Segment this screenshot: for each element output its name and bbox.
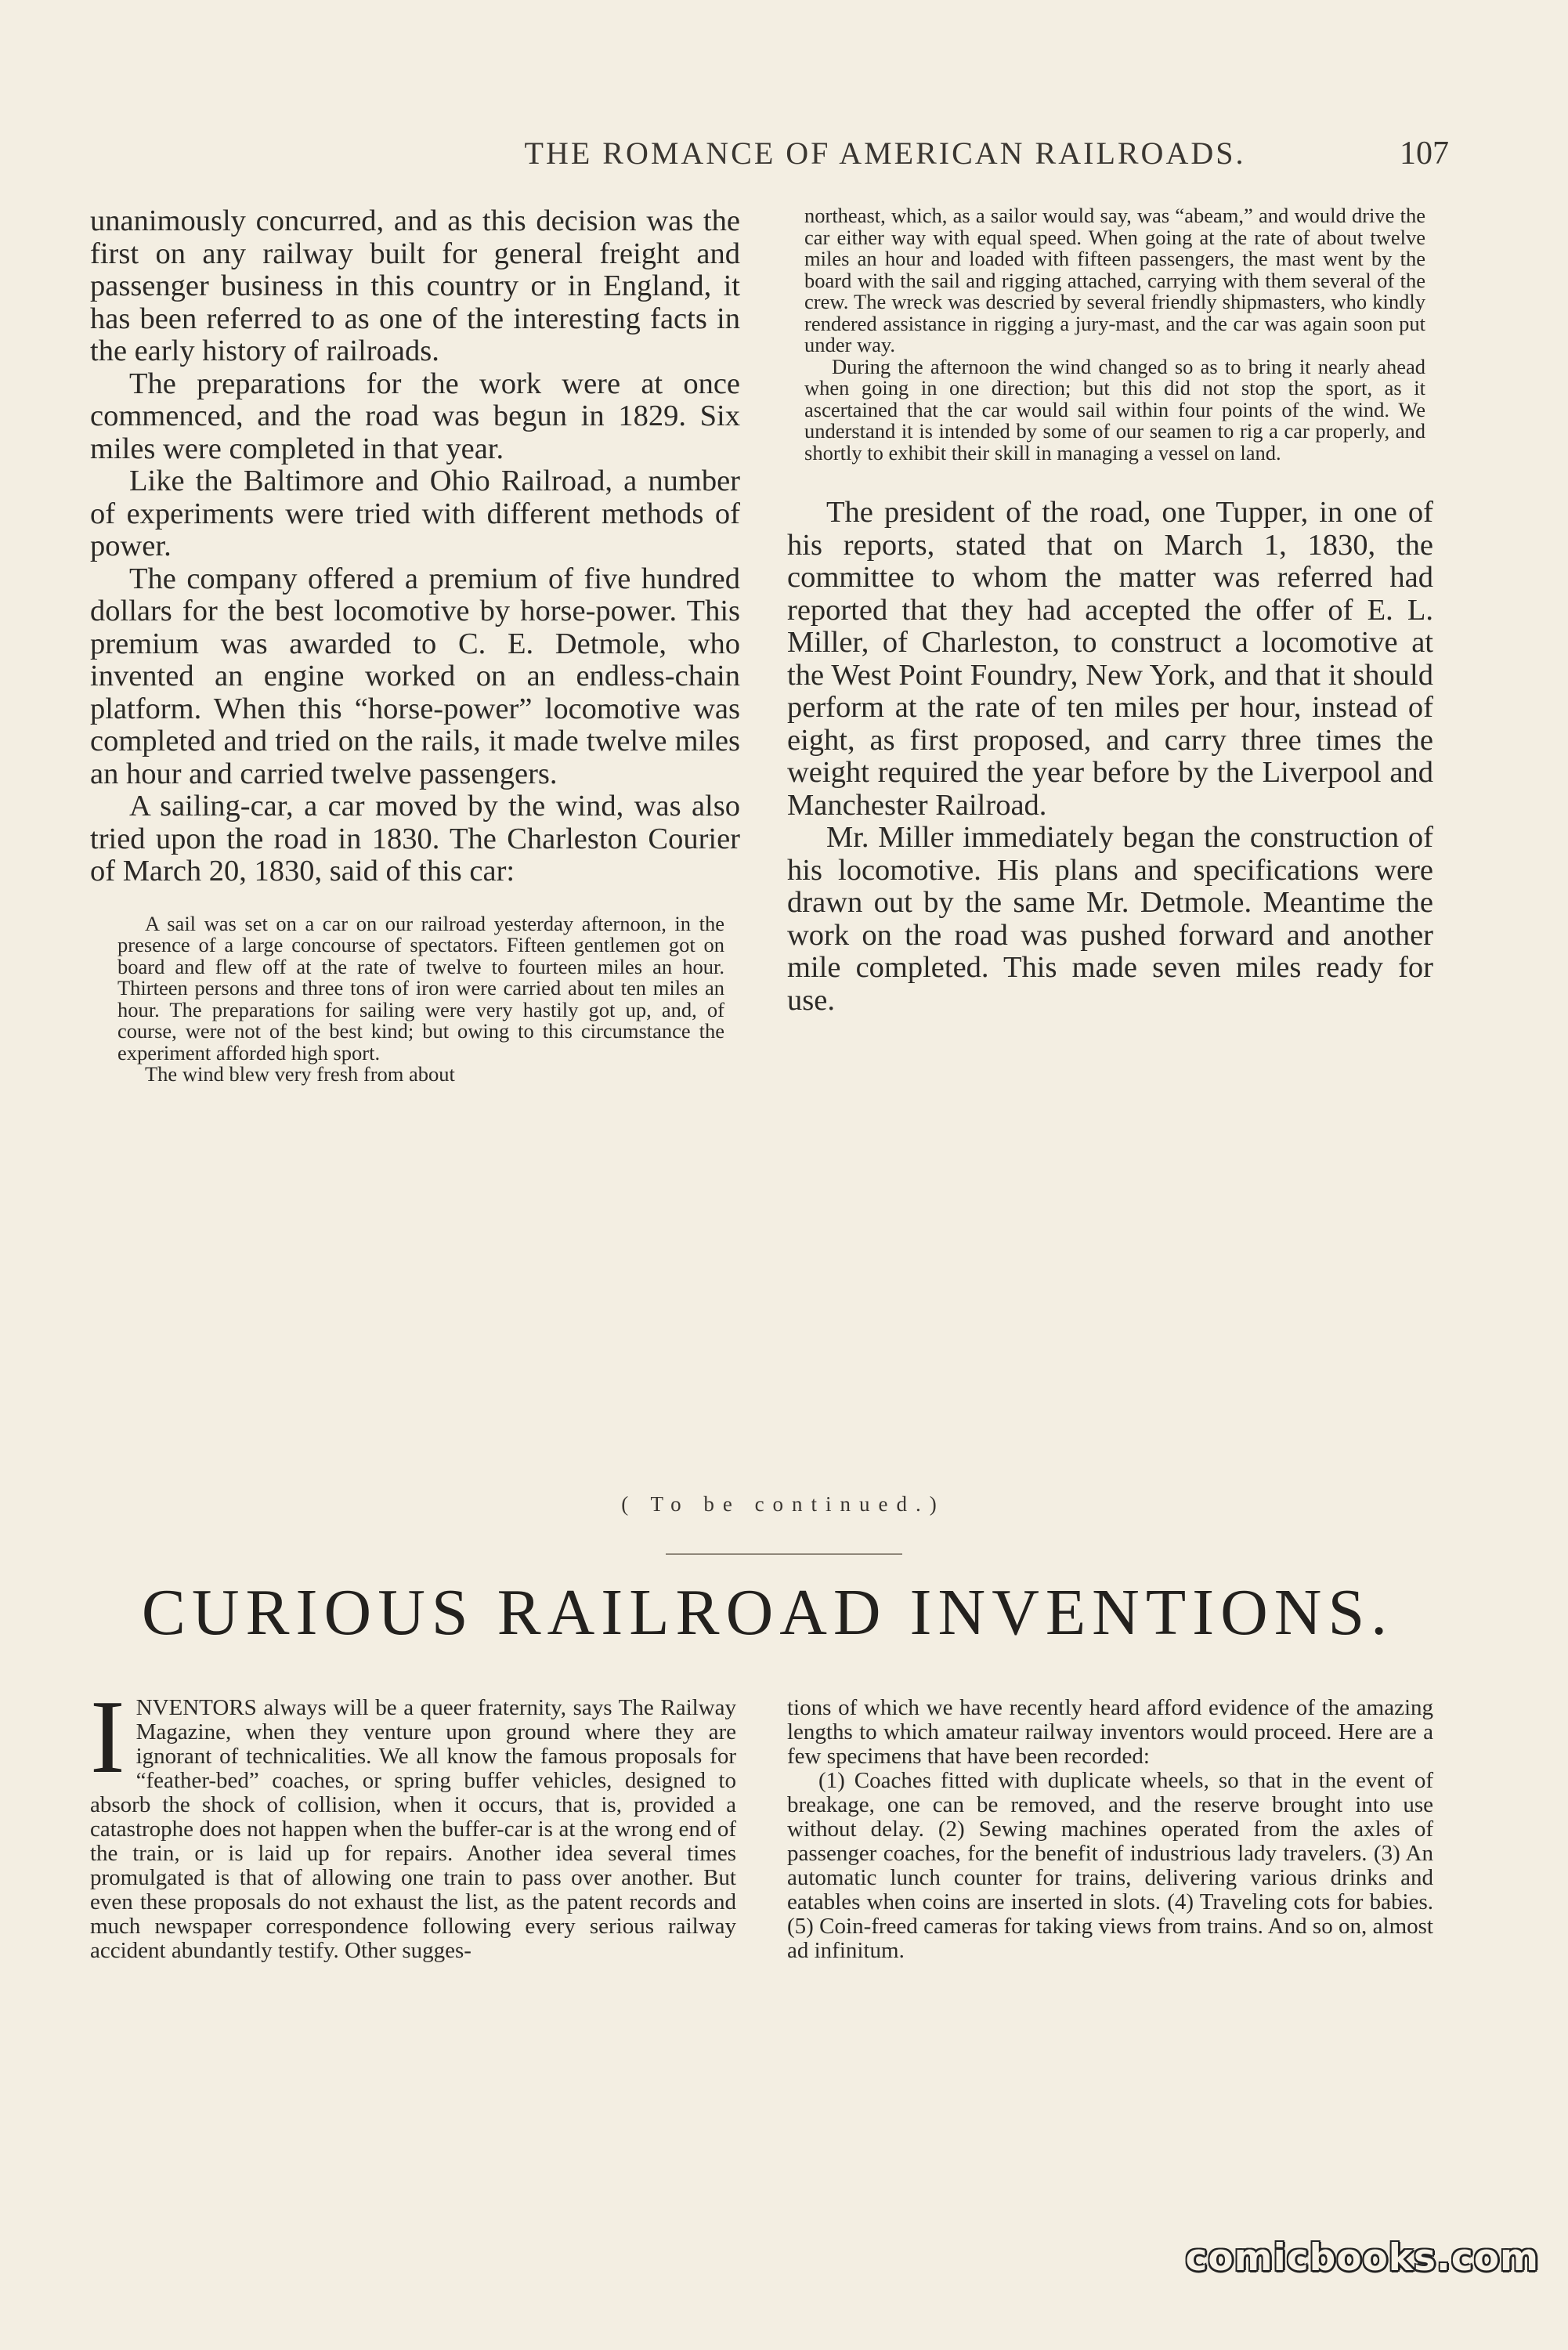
paragraph: (1) Coaches fitted with duplicate wheels, so that in the event of breakage, one can be removed, and the reserve brought into use without delay. (2) Sewing machines operated from the axles of passenger coaches, for the benefit of industrious lady travelers. (3) An automatic lunch counter for trains, delivering various drinks and eatables when coins are inserted in slots. (4) Traveling cots for babies. (5) Coin-freed cameras for taking views from trains. And so on, almost ad infinitum. [787, 1768, 1433, 1963]
right-column-top [787, 205, 1433, 1017]
quote-paragraph: The wind blew very fresh from about [145, 1062, 455, 1086]
running-title: THE ROMANCE OF AMERICAN RAILROADS. [524, 136, 1246, 171]
right-column-bottom [787, 1696, 1433, 1963]
quote-paragraph: During the afternoon the wind changed so as to bring it nearly ahead when going in one direction; but this did not stop the sport, as it ascertained that the car would sail within four points of the wind. We understand it is intended by some of our seamen to rig a car properly, and shortly to exhibit their skill in managing a vessel on land. [804, 354, 1425, 465]
page-number: 107 [1400, 136, 1449, 172]
paragraph-text: NVENTORS always will be a queer fraternity, says The Railway Magazine, when they venture upon ground where they are ignorant of technicalities. We all know the famous proposals for “feather-bed” coaches, or spring buffer vehicles, designed to absorb the shock of collision, when it occurs, that is, provided a catastrophe does not happen when the buffer-car is at the wrong end of the train, or is laid up for repairs. Another idea several times promulgated is that of allowing one train to pass over another. But even these proposals do not exhaust the list, as the patent records and much newspaper correspondence following every serious railway accident abundantly testify. Other sugges- [90, 1695, 736, 1963]
newspaper-quote [90, 913, 740, 1086]
paragraph: tions of which we have recently heard afford evidence of the amazing lengths to which amateur railway inventors would proceed. Here are a few specimens that have been recorded: [787, 1695, 1433, 1769]
section-divider [666, 1553, 902, 1555]
paragraph: unanimously concurred, and as this decision was the first on any railway built for general freight and passenger business in this country or in England, it has been referred to as one of the interesting facts in the early history of railroads. [90, 204, 740, 367]
paragraph: The company offered a premium of five hundred dollars for the best locomotive by horse-power. This premium was awarded to C. E. Detmole, who invented an engine worked on an endless-chain platform. When this “horse-power” locomotive was completed and tried on the rails, it made twelve miles an hour and carried twelve passengers. [90, 562, 740, 790]
left-column-top [90, 205, 740, 1086]
paragraph: The preparations for the work were at once commenced, and the road was begun in 1829. Six miles were completed in that year. [90, 367, 740, 465]
paragraph: Mr. Miller immediately began the construction of his locomotive. His plans and specifications were drawn out by the same Mr. Detmole. Meantime the work on the road was pushed forward and another mile completed. This made seven miles ready for use. [787, 821, 1433, 1017]
watermark-logo: comicbooks.com [1185, 2236, 1539, 2280]
right-body [787, 497, 1433, 1017]
continued-note: ( To be continued.) [621, 1492, 945, 1516]
paragraph: The president of the road, one Tupper, in one of his reports, stated that on March 1, 1830, the committee to whom the matter was referred had reported that they had accepted the offer of E. L. Miller, of Charleston, to construct a locomotive at the West Point Foundry, New York, and that it should perform at the rate of ten miles per hour, instead of eight, as first proposed, and carry three times the weight required the year before by the Liverpool and Manchester Railroad. [787, 496, 1433, 822]
paragraph [90, 1679, 736, 1963]
paragraph: A sailing-car, a car moved by the wind, was also tried upon the road in 1830. The Charleston Courier of March 20, 1830, said of this car: [90, 790, 740, 888]
paragraph: Like the Baltimore and Ohio Railroad, a number of experiments were tried with different methods of power. [90, 465, 740, 562]
left-column-bottom [90, 1679, 736, 1963]
drop-cap: I [90, 1679, 125, 1795]
quote-paragraph: northeast, which, as a sailor would say, was “abeam,” and would drive the car either way with equal speed. When going at the rate of about twelve miles an hour and loaded with fifteen passengers, the mast went by the board with the sail and rigging attached, carrying with them several of the crew. The wreck was descried by several friendly shipmasters, who kindly rendered assistance in rigging a jury-mast, and the car was again soon put under way. [804, 204, 1425, 356]
article-title: CURIOUS RAILROAD INVENTIONS. [141, 1576, 1394, 1649]
newspaper-quote-continued [787, 205, 1433, 464]
quote-paragraph: A sail was set on a car on our railroad yesterday afternoon, in the presence of a large concourse of spectators. Fifteen gentlemen got on board and flew off at the rate of twelve to fourteen miles an hour. Thirteen persons and three tons of iron were carried about ten miles an hour. The preparations for sailing were very hastily got up, and, of course, were not of the best kind; but owing to this circumstance the experiment afforded high sport. [117, 911, 724, 1065]
